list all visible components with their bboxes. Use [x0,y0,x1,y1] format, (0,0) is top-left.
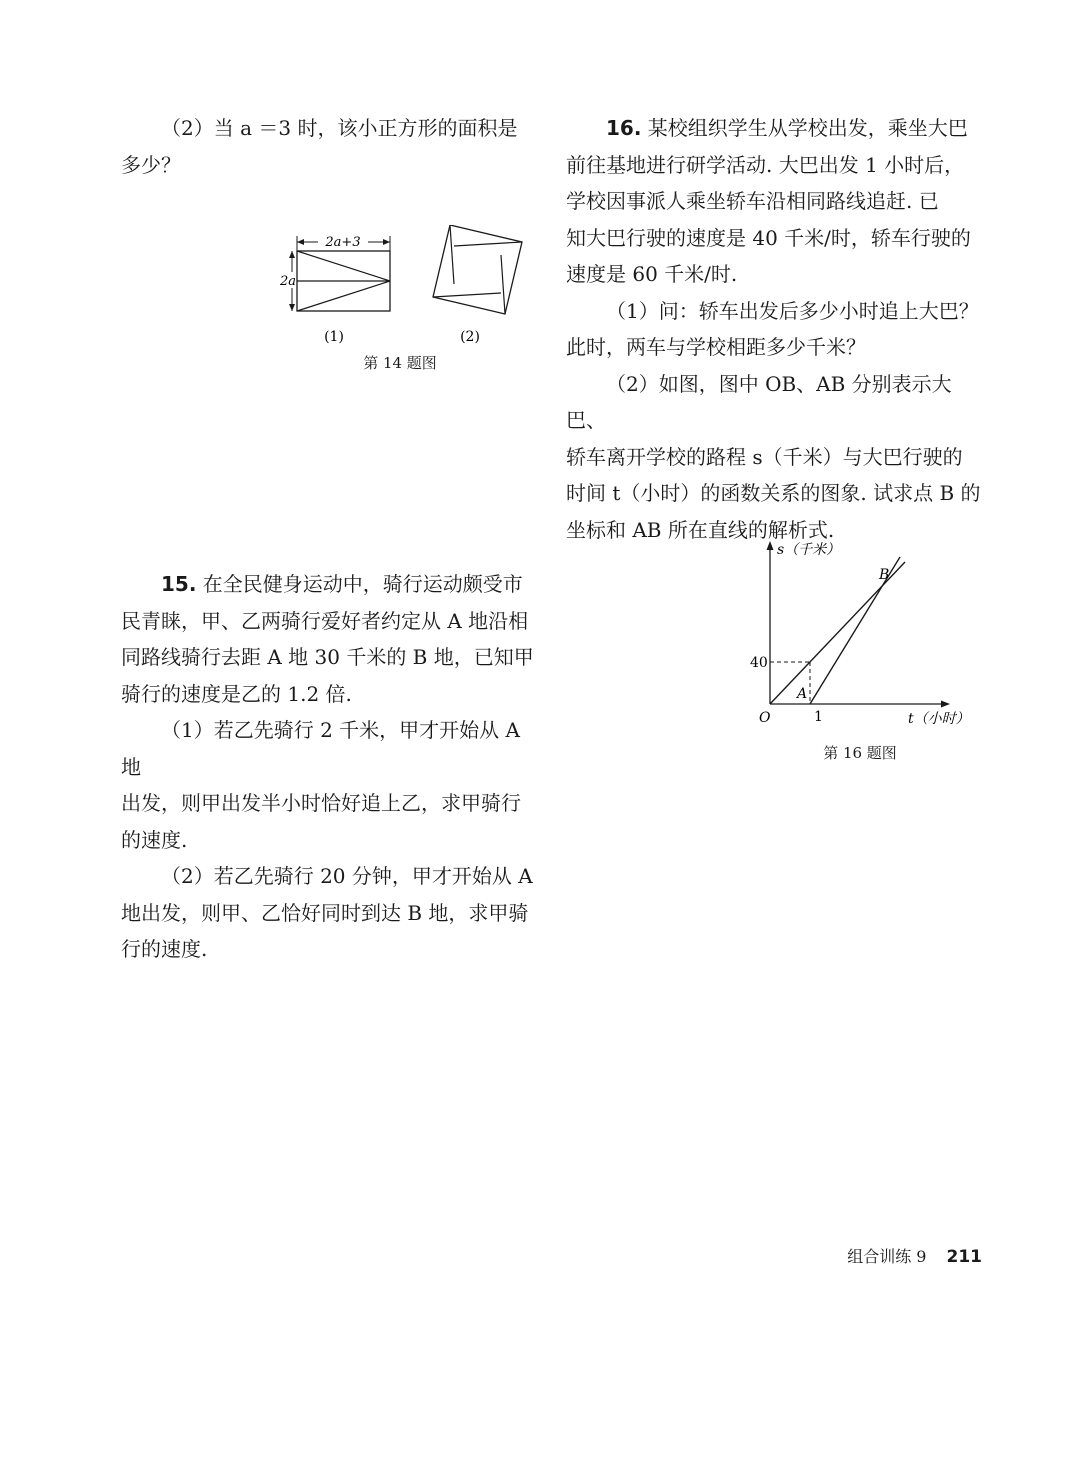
q15-part1-line2: 出发，则甲出发半小时恰好追上乙，求甲骑行 [121,791,521,815]
q16-line5: 速度是 60 千米/时. [566,262,738,286]
q15-line1: 15. 在全民健身运动中，骑行运动颇受市 [161,572,523,596]
point-b-label: B [879,567,890,583]
q15 [121,566,537,968]
q16-part2-line3: 时间 t（小时）的函数关系的图象. 试求点 B 的 [566,481,981,505]
q15-line3: 同路线骑行去距 A 地 30 千米的 B 地，已知甲 [121,645,534,669]
q16-part1-line1: （1）问：轿车出发后多少小时追上大巴？ [606,298,979,323]
q16-graph [740,530,990,735]
q16-line2: 前往基地进行研学活动. 大巴出发 1 小时后， [566,152,965,177]
s-axis-label: s（千米） [777,542,841,558]
q15-part1-line3: 的速度. [121,827,188,852]
q15-number: 15. [161,572,197,596]
q16-part2-line1: （2）如图，图中 OB、AB 分别表示大巴、 [566,371,952,432]
q16-part2-line4: 坐标和 AB 所在直线的解析式. [566,517,835,542]
q14-part2 [121,110,537,183]
q14-width-label: 2a+3 [325,235,361,250]
x-tick-1: 1 [814,709,823,725]
y-tick-40: 40 [750,655,768,671]
t-axis-arrow [941,701,950,708]
q14-height-label: 2a [279,274,297,289]
q15-part2-line1: （2）若乙先骑行 20 分钟，甲才开始从 A [161,864,533,888]
q16-line4: 知大巴行驶的速度是 40 千米/时，轿车行驶的 [566,225,971,250]
q14-pinwheel-square [433,225,522,314]
section-title: 组合训练 9 [847,1247,927,1266]
point-a-label: A [797,686,808,702]
q16-number: 16. [606,116,642,140]
q14-part2-line1: （2）当 a ＝3 时，该小正方形的面积是 [161,116,518,140]
page-number: 211 [946,1247,982,1267]
q14-sub-label-1: (1) [324,329,344,345]
q14-part2-line2: 多少？ [121,152,181,177]
q14-figure [270,225,540,350]
page-footer [847,1244,982,1267]
q14-caption: 第 14 题图 [363,354,437,372]
q15-part1-line1: （1）若乙先骑行 2 千米，甲才开始从 A 地 [121,718,520,779]
q16-line1: 16. 某校组织学生从学校出发，乘坐大巴 [606,116,968,140]
q16-caption: 第 16 题图 [823,744,897,762]
q16-line3: 学校因事派人乘坐轿车沿相同路线追赶. 已 [566,189,939,213]
q16-part2-line2: 轿车离开学校的路程 s（千米）与大巴行驶的 [566,444,963,469]
q16-part1-line2: 此时，两车与学校相距多少千米？ [566,335,866,359]
q15-part2-line2: 地出发，则甲、乙恰好同时到达 B 地，求甲骑 [121,900,529,925]
origin-label: O [759,710,771,726]
q16 [566,110,984,548]
q15-line4: 骑行的速度是乙的 1.2 倍. [121,681,352,706]
q15-line2: 民青睐，甲、乙两骑行爱好者约定从 A 地沿相 [121,608,529,633]
t-axis-label: t（小时） [908,711,970,727]
q14-sub-label-2: (2) [460,329,480,345]
line-ob [770,562,905,704]
s-axis-arrow [767,541,774,550]
q15-part2-line3: 行的速度. [121,937,208,961]
